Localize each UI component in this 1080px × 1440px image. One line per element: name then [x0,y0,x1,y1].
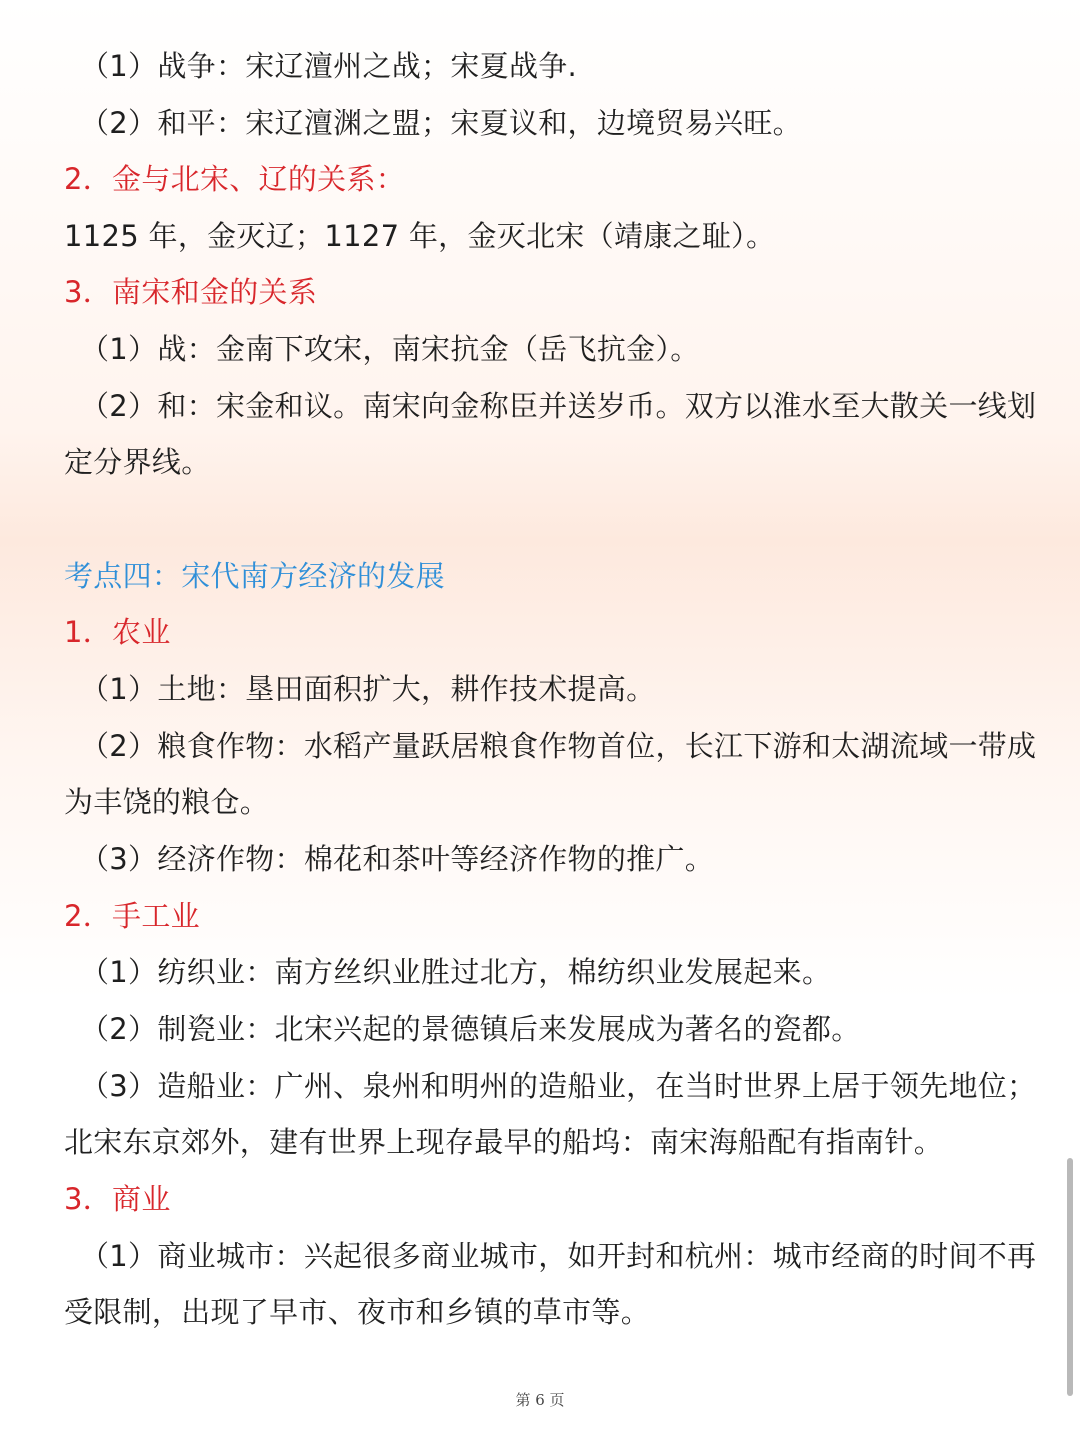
text-line-6: 定分界线。 [64,445,211,479]
heading-agriculture: 1．农业 [64,615,171,649]
heading-handicraft: 2．手工业 [64,899,200,933]
text-line-12: （2）制瓷业：北宋兴起的景德镇后来发展成为著名的瓷都。 [80,1012,861,1046]
text-line-1: （1）战争：宋辽澶州之战；宋夏战争. [80,49,578,83]
text-line-8: （2）粮食作物：水稻产量跃居粮食作物首位，长江下游和太湖流域一带成 [80,729,1037,763]
text-line-16: 受限制，出现了早市、夜市和乡镇的草市等。 [64,1295,651,1329]
page-number: 第 6 页 [515,1391,565,1409]
text-line-15: （1）商业城市：兴起很多商业城市，如开封和杭州：城市经商的时间不再 [80,1239,1037,1273]
text-line-13: （3）造船业：广州、泉州和明州的造船业，在当时世界上居于领先地位； [80,1069,1037,1103]
text-line-3: 1125 年，金灭辽；1127 年，金灭北宋（靖康之耻）。 [64,219,776,253]
heading-jin-relations: 2．金与北宋、辽的关系： [64,162,406,196]
text-line-10: （3）经济作物：棉花和茶叶等经济作物的推广。 [80,842,715,876]
text-line-7: （1）土地：垦田面积扩大，耕作技术提高。 [80,672,656,706]
text-line-11: （1）纺织业：南方丝织业胜过北方，棉纺织业发展起来。 [80,955,832,989]
text-line-14: 北宋东京郊外，建有世界上现存最早的船坞：南宋海船配有指南针。 [64,1125,944,1159]
text-line-9: 为丰饶的粮仓。 [64,785,270,819]
text-line-5: （2）和：宋金和议。南宋向金称臣并送岁币。双方以淮水至大散关一线划 [80,389,1037,423]
scrollbar[interactable] [1067,1158,1073,1396]
text-line-4: （1）战：金南下攻宋，南宋抗金（岳飞抗金）。 [80,332,700,366]
text-line-2: （2）和平：宋辽澶渊之盟；宋夏议和，边境贸易兴旺。 [80,106,802,140]
heading-commerce: 3．商业 [64,1182,171,1216]
heading-southern-song-jin: 3．南宋和金的关系 [64,275,318,309]
section-title-point-four: 考点四：宋代南方经济的发展 [64,559,445,593]
